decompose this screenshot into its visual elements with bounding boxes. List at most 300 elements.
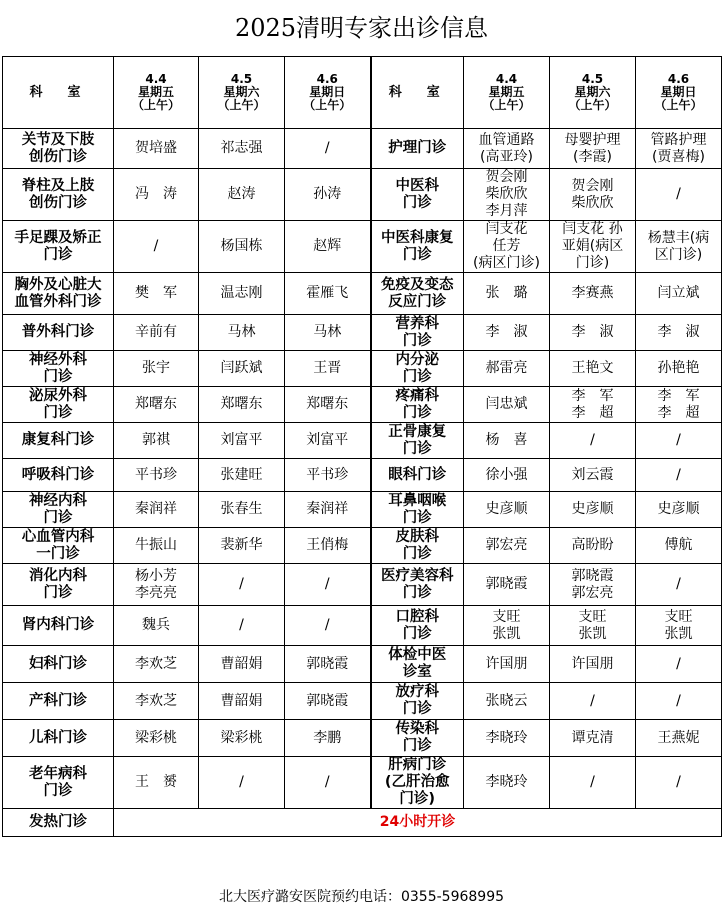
doctor-cell — [199, 492, 285, 528]
department-name-line: 体检中医 — [388, 647, 447, 663]
department-name — [3, 273, 114, 315]
doctor-cell-line: 杨慧丰(病 — [647, 229, 710, 246]
doctor-cell — [285, 492, 371, 528]
doctor-cell-line: 张 璐 — [485, 285, 528, 301]
doctor-cell — [636, 720, 722, 757]
table-row — [3, 423, 722, 459]
department-name-line: 门诊) — [399, 791, 436, 807]
doctor-cell-line: (病区门诊) — [473, 255, 540, 271]
day-column-header-line: 星期六 — [574, 85, 611, 99]
doctor-cell-line: 谭克清 — [571, 729, 614, 746]
department-name-line: (乙肝治愈 — [384, 774, 450, 790]
doctor-cell-line: 支旺 — [664, 608, 693, 625]
table-row — [3, 129, 722, 169]
department-name-line: 胸外及心脏大 — [14, 276, 102, 293]
doctor-cell — [636, 169, 722, 221]
doctor-cell-line: 冯 涛 — [135, 186, 177, 202]
doctor-cell-line: 张晓云 — [485, 692, 528, 709]
department-name-line: 门诊 — [43, 584, 73, 601]
doctor-cell-line: 史彦顺 — [657, 501, 700, 517]
doctor-cell-line: 张凯 — [578, 625, 607, 642]
doctor-cell — [464, 564, 550, 606]
department-name-line: 诊室 — [402, 664, 432, 680]
doctor-cell — [636, 315, 722, 351]
department-name-line: 神经外科 — [29, 351, 87, 368]
doctor-cell-line: 贺会刚 — [485, 169, 528, 185]
doctor-cell — [199, 129, 285, 169]
day-column-header-line: 4.6 — [667, 72, 690, 86]
doctor-cell-line: 魏兵 — [142, 617, 170, 633]
doctor-cell-line: 李月萍 — [485, 203, 528, 219]
department-name-line: 内分泌 — [395, 351, 439, 368]
doctor-cell-line: 李 军 — [571, 387, 614, 404]
doctor-cell-line: 支旺 — [492, 608, 521, 625]
department-name-line: 放疗科 — [395, 684, 439, 700]
doctor-cell-line: (高亚玲) — [480, 148, 533, 165]
day-column-header-line: （上午） — [654, 98, 703, 112]
doctor-cell-line: 贺会刚 — [571, 177, 614, 194]
doctor-cell — [464, 528, 550, 564]
department-name-line: 门诊 — [402, 368, 432, 385]
department-name — [371, 423, 464, 459]
department-name — [3, 315, 114, 351]
department-name — [371, 129, 464, 169]
doctor-cell-line: / — [324, 576, 330, 592]
doctor-cell-line: 闫支花 孙 — [562, 221, 623, 237]
doctor-cell — [636, 757, 722, 809]
doctor-cell — [114, 492, 199, 528]
department-name — [3, 757, 114, 809]
doctor-cell — [550, 169, 636, 221]
department-name — [3, 720, 114, 757]
doctor-cell — [199, 169, 285, 221]
doctor-cell-line: 李 超 — [657, 404, 700, 421]
doctor-cell-line: 张春生 — [220, 501, 263, 517]
doctor-cell — [464, 387, 550, 423]
doctor-cell-line: / — [239, 774, 244, 790]
doctor-cell — [285, 423, 371, 459]
department-name-line: 中医科 — [395, 177, 439, 194]
department-name-line: 脊柱及上肢 — [21, 177, 95, 194]
doctor-cell-line: 马林 — [313, 324, 342, 340]
doctor-cell-line: 祁志强 — [220, 140, 263, 156]
department-name — [371, 315, 464, 351]
dept-column-header: 科 室 — [371, 57, 464, 129]
doctor-cell-line: 贺培盛 — [135, 140, 177, 156]
doctor-cell — [285, 221, 371, 273]
doctor-cell-line: 曹韶娟 — [220, 655, 263, 672]
doctor-cell — [114, 169, 199, 221]
doctor-cell-line: 樊 军 — [135, 285, 177, 301]
doctor-cell-line: 郭宏亮 — [571, 584, 614, 601]
doctor-cell-line: 裴新华 — [220, 537, 263, 553]
doctor-cell-line: / — [590, 774, 595, 790]
department-name — [3, 683, 114, 720]
doctor-cell — [199, 646, 285, 683]
doctor-cell — [550, 351, 636, 387]
table-row — [3, 459, 722, 492]
doctor-cell — [114, 564, 199, 606]
department-name — [371, 757, 464, 809]
doctor-cell-line: 秦润祥 — [306, 501, 349, 517]
fever-clinic-hours: 24小时开诊 — [114, 809, 722, 837]
doctor-cell — [285, 387, 371, 423]
doctor-cell-line: 赵辉 — [313, 238, 342, 254]
doctor-cell — [550, 492, 636, 528]
doctor-cell — [114, 273, 199, 315]
doctor-cell-line: 李 淑 — [657, 324, 700, 340]
doctor-cell-line: 马林 — [227, 324, 256, 340]
doctor-cell-line: 张宇 — [142, 360, 170, 376]
day-column-header-line: 星期五 — [488, 85, 525, 99]
doctor-cell-line: 刘云霞 — [571, 466, 614, 483]
doctor-cell-line: 刘富平 — [306, 432, 349, 448]
department-name-line: 门诊 — [402, 246, 432, 263]
department-name-line: 普外科门诊 — [21, 324, 95, 340]
day-column-header — [199, 57, 285, 129]
doctor-cell — [114, 351, 199, 387]
doctor-cell-line: 李亮亮 — [135, 584, 177, 601]
doctor-cell-line: 郭祺 — [142, 432, 170, 448]
doctor-cell-line: 李 淑 — [485, 324, 528, 340]
doctor-cell — [285, 351, 371, 387]
department-name — [371, 564, 464, 606]
doctor-cell-line: 史彦顺 — [485, 501, 528, 517]
doctor-cell-line: / — [153, 238, 159, 254]
doctor-cell-line: 平书珍 — [135, 466, 177, 483]
doctor-cell-line: 辛前有 — [135, 324, 177, 340]
department-name — [3, 129, 114, 169]
department-name-line: 疼痛科 — [395, 387, 439, 404]
doctor-cell-line: 郭晓霞 — [306, 692, 349, 709]
department-name-line: 门诊 — [43, 404, 73, 421]
doctor-cell — [636, 528, 722, 564]
day-column-header-line: 星期日 — [660, 85, 697, 99]
doctor-cell — [285, 757, 371, 809]
table-row — [3, 492, 722, 528]
doctor-cell — [636, 351, 722, 387]
doctor-cell-line: 李赛燕 — [571, 285, 614, 301]
doctor-cell — [114, 528, 199, 564]
department-name-line: 耳鼻咽喉 — [388, 492, 447, 509]
fever-clinic-row — [3, 809, 722, 837]
doctor-cell — [464, 351, 550, 387]
doctor-cell — [285, 646, 371, 683]
doctor-cell — [636, 606, 722, 646]
department-name-line: 老年病科 — [29, 765, 87, 782]
doctor-cell — [636, 423, 722, 459]
doctor-cell-line: 王晋 — [313, 360, 342, 376]
table-row — [3, 757, 722, 809]
department-name — [3, 351, 114, 387]
doctor-cell — [199, 564, 285, 606]
doctor-cell — [464, 315, 550, 351]
department-name-line: 一门诊 — [36, 545, 80, 562]
department-name-line: 门诊 — [402, 625, 432, 642]
department-name — [3, 646, 114, 683]
doctor-cell-line: 李 超 — [571, 404, 614, 421]
department-name — [371, 387, 464, 423]
doctor-cell-line: 门诊) — [575, 255, 610, 271]
department-name — [371, 221, 464, 273]
department-name — [3, 564, 114, 606]
doctor-cell-line: 温志刚 — [220, 285, 263, 301]
doctor-cell — [464, 221, 550, 273]
doctor-cell — [550, 423, 636, 459]
doctor-cell-line: 王俏梅 — [306, 537, 349, 553]
day-column-header — [114, 57, 199, 129]
table-row — [3, 683, 722, 720]
doctor-cell-line: 柴欣欣 — [485, 186, 528, 202]
day-column-header-line: 星期六 — [223, 85, 260, 99]
table-row — [3, 564, 722, 606]
doctor-cell — [464, 606, 550, 646]
department-name-line: 门诊 — [402, 545, 432, 562]
doctor-cell-line: / — [239, 617, 244, 633]
department-name — [3, 169, 114, 221]
department-name-line: 门诊 — [402, 509, 432, 526]
doctor-cell-line: / — [324, 140, 330, 156]
table-row — [3, 720, 722, 757]
department-name-line: 眼科门诊 — [388, 466, 447, 483]
department-name-line: 门诊 — [402, 194, 432, 211]
day-column-header-line: 星期日 — [309, 85, 346, 99]
doctor-cell-line: 傅航 — [664, 537, 693, 553]
doctor-cell-line: / — [676, 432, 681, 448]
doctor-cell-line: 李 军 — [657, 387, 700, 404]
department-name — [3, 423, 114, 459]
day-column-header-line: 4.5 — [230, 72, 253, 86]
department-name-line: 门诊 — [402, 701, 432, 717]
department-name-line: 康复科门诊 — [21, 432, 95, 448]
department-name-line: 消化内科 — [29, 567, 87, 584]
day-column-header — [464, 57, 550, 129]
doctor-cell — [285, 528, 371, 564]
dept-column-header: 科 室 — [3, 57, 114, 129]
doctor-cell — [114, 423, 199, 459]
doctor-cell-line: 赵涛 — [227, 186, 256, 202]
doctor-cell — [550, 273, 636, 315]
doctor-cell-line: 杨小芳 — [135, 567, 177, 584]
day-column-header-line: （上午） — [303, 98, 352, 112]
doctor-cell-line: 母婴护理 — [564, 131, 621, 148]
doctor-cell-line: / — [239, 576, 244, 592]
department-name — [371, 273, 464, 315]
department-name-line: 门诊 — [402, 584, 432, 601]
doctor-cell-line: 柴欣欣 — [571, 194, 614, 211]
doctor-cell-line: 李欢芝 — [135, 655, 177, 672]
department-name — [371, 606, 464, 646]
doctor-cell-line: / — [590, 692, 595, 709]
department-name-line: 肾内科门诊 — [21, 617, 95, 633]
doctor-cell-line: 王艳文 — [571, 360, 614, 376]
doctor-cell — [114, 683, 199, 720]
schedule-body — [3, 57, 722, 837]
doctor-cell — [114, 459, 199, 492]
doctor-cell — [285, 683, 371, 720]
doctor-cell — [114, 720, 199, 757]
doctor-cell-line: / — [676, 655, 681, 672]
table-row — [3, 221, 722, 273]
doctor-cell-line: 郑曙东 — [306, 396, 349, 412]
doctor-cell — [114, 315, 199, 351]
doctor-cell — [199, 683, 285, 720]
appointment-phone-footer: 北大医疗潞安医院预约电话：0355-5968995 — [218, 889, 505, 905]
doctor-cell-line: 高盼盼 — [571, 537, 614, 553]
doctor-cell — [636, 387, 722, 423]
doctor-cell — [636, 564, 722, 606]
day-column-header-line: 4.4 — [495, 72, 518, 86]
department-name — [371, 683, 464, 720]
doctor-cell — [199, 720, 285, 757]
department-name — [371, 492, 464, 528]
doctor-cell — [550, 683, 636, 720]
doctor-cell-line: 梁彩桃 — [220, 729, 263, 746]
department-name-line: 产科门诊 — [29, 692, 87, 709]
doctor-cell-line: 郭宏亮 — [485, 537, 528, 553]
doctor-cell-line: 杨国栋 — [220, 238, 263, 254]
doctor-cell — [285, 720, 371, 757]
doctor-cell-line: 霍雁飞 — [306, 285, 349, 301]
doctor-cell — [285, 564, 371, 606]
doctor-cell-line: / — [324, 617, 330, 633]
department-name-line: 手足踝及矫正 — [14, 229, 102, 246]
day-column-header-line: （上午） — [568, 98, 617, 112]
doctor-cell-line: 李晓玲 — [485, 774, 528, 790]
doctor-cell — [550, 646, 636, 683]
department-name-line: 泌尿外科 — [29, 387, 87, 404]
doctor-cell — [636, 129, 722, 169]
doctor-cell — [199, 273, 285, 315]
day-column-header-line: （上午） — [131, 98, 180, 112]
doctor-cell-line: 徐小强 — [485, 466, 528, 483]
fever-clinic-dept: 发热门诊 — [3, 809, 114, 837]
day-column-header-line: 星期五 — [137, 85, 174, 99]
department-name — [3, 459, 114, 492]
doctor-cell — [464, 492, 550, 528]
day-column-header-line: 4.6 — [316, 72, 338, 86]
doctor-cell-line: 平书珍 — [306, 466, 349, 483]
department-name-line: 门诊 — [43, 246, 73, 263]
doctor-cell-line: 许国朋 — [571, 655, 614, 672]
department-name-line: 医疗美容科 — [381, 567, 454, 584]
doctor-cell — [285, 129, 371, 169]
doctor-cell-line: 史彦顺 — [571, 501, 614, 517]
day-column-header-line: （上午） — [217, 98, 266, 112]
department-name — [371, 646, 464, 683]
doctor-cell-line: 郝雷亮 — [485, 360, 528, 376]
department-name — [3, 492, 114, 528]
department-name-line: 正骨康复 — [388, 423, 447, 440]
department-name-line: 儿科门诊 — [29, 729, 87, 746]
department-name-line: 反应门诊 — [388, 293, 447, 310]
department-name-line: 门诊 — [43, 368, 73, 385]
doctor-cell — [285, 169, 371, 221]
doctor-cell — [464, 273, 550, 315]
doctor-cell — [199, 423, 285, 459]
doctor-cell-line: 亚娟(病区 — [561, 238, 624, 254]
day-column-header-line: 4.5 — [581, 72, 604, 86]
doctor-cell-line: / — [324, 774, 330, 790]
department-name-line: 营养科 — [395, 315, 439, 332]
table-row — [3, 646, 722, 683]
department-name-line: 门诊 — [43, 509, 73, 526]
department-name-line: 门诊 — [402, 738, 432, 754]
doctor-cell — [550, 221, 636, 273]
doctor-cell — [199, 459, 285, 492]
doctor-cell — [464, 757, 550, 809]
doctor-cell-line: 李 淑 — [571, 324, 614, 340]
doctor-cell-line: 李晓玲 — [485, 729, 528, 746]
doctor-cell — [114, 757, 199, 809]
doctor-cell-line: 闫立斌 — [657, 285, 700, 301]
doctor-cell — [114, 129, 199, 169]
doctor-cell — [464, 423, 550, 459]
department-name-line: 免疫及变态 — [381, 276, 454, 293]
department-name — [371, 351, 464, 387]
schedule-table — [2, 56, 722, 837]
doctor-cell — [636, 459, 722, 492]
table-row — [3, 387, 722, 423]
doctor-cell — [464, 169, 550, 221]
doctor-cell — [636, 492, 722, 528]
department-name — [3, 528, 114, 564]
department-name-line: 传染科 — [395, 721, 439, 737]
department-name-line: 门诊 — [402, 404, 432, 421]
doctor-cell — [464, 129, 550, 169]
doctor-cell-line: 李欢芝 — [135, 692, 177, 709]
doctor-cell-line: 张凯 — [664, 625, 693, 642]
table-row — [3, 528, 722, 564]
doctor-cell-line: 郭晓霞 — [485, 576, 528, 592]
doctor-cell — [550, 387, 636, 423]
doctor-cell-line: (李霞) — [573, 148, 612, 165]
doctor-cell-line: / — [590, 432, 595, 448]
department-name-line: 血管外科门诊 — [14, 293, 102, 310]
doctor-cell-line: 刘富平 — [220, 432, 263, 448]
department-name — [3, 606, 114, 646]
doctor-cell — [550, 757, 636, 809]
doctor-cell-line: 管路护理 — [650, 131, 707, 148]
doctor-cell-line: 支旺 — [578, 608, 607, 625]
doctor-cell-line: (贾喜梅) — [652, 148, 705, 165]
doctor-cell-line: / — [676, 774, 681, 790]
doctor-cell — [464, 720, 550, 757]
doctor-cell — [550, 129, 636, 169]
doctor-cell — [550, 315, 636, 351]
doctor-cell — [199, 315, 285, 351]
department-name — [371, 720, 464, 757]
doctor-cell — [550, 459, 636, 492]
doctor-cell — [114, 221, 199, 273]
doctor-cell — [114, 646, 199, 683]
doctor-cell-line: 闫忠斌 — [485, 396, 528, 412]
doctor-cell-line: 曹韶娟 — [220, 692, 263, 709]
department-name-line: 口腔科 — [395, 608, 439, 625]
department-name-line: 呼吸科门诊 — [21, 466, 95, 483]
department-name-line: 创伤门诊 — [29, 194, 87, 211]
doctor-cell — [199, 387, 285, 423]
doctor-cell-line: 秦润祥 — [135, 501, 177, 517]
doctor-cell — [550, 564, 636, 606]
header-row — [3, 57, 722, 129]
doctor-cell — [550, 606, 636, 646]
department-name-line: 护理门诊 — [388, 140, 447, 156]
day-column-header-line: 4.4 — [145, 72, 167, 86]
doctor-cell-line: / — [676, 186, 681, 202]
doctor-cell-line: 闫支花 — [485, 221, 528, 237]
doctor-cell-line: 郭晓霞 — [571, 567, 614, 584]
